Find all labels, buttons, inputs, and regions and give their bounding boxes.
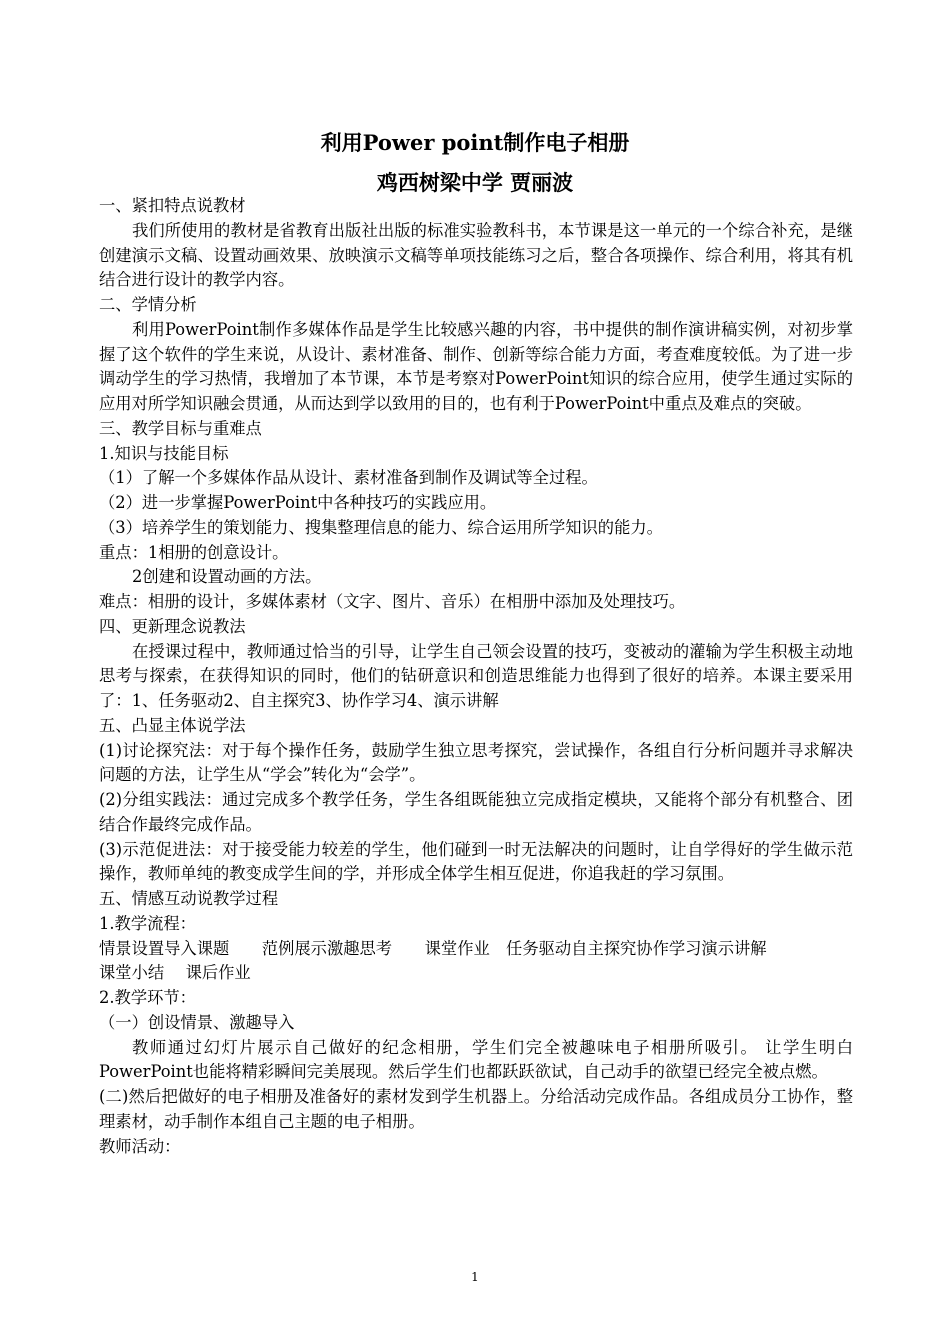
label: 教师活动： <box>99 1136 181 1156</box>
section-heading: 五、凸显主体说学法 <box>99 715 246 735</box>
list-item: (3)示范促进法：对于接受能力较差的学生，他们碰到一时无法解决的问题时，让自学得好的学生做示范操作，教师单纯的教变成学生间的学，并形成全体学生相互促进，你追我赶的学习氛围。 <box>99 839 853 884</box>
list-item: (2)分组实践法：通过完成多个教学任务，学生各组既能独立完成指定模块，又能将个部分有机整合、团结合作最终完成作品。 <box>99 790 853 834</box>
subheading: 2.教学环节： <box>99 988 196 1007</box>
subheading: 1.知识与技能目标 <box>99 443 229 463</box>
key-point: 2创建和设置动画的方法。 <box>132 567 322 587</box>
section-heading: 一、紧扣特点说教材 <box>99 196 246 215</box>
step-heading: （一）创设情景、激趣导入 <box>99 1012 295 1032</box>
paragraph: 教师通过幻灯片展示自己做好的纪念相册，学生们完全被趣味电子相册所吸引。 让学生明白PowerPoint也能将精彩瞬间完美展现。然后学生们也都跃跃欲试，自己动手的欲望已经完全被点燃。 <box>99 1037 853 1082</box>
document-title: 利用Power point制作电子相册 <box>320 130 630 155</box>
section-heading: 四、更新理念说教法 <box>99 616 246 636</box>
page-number: 1 <box>471 1270 479 1284</box>
flow-line: 情景设置导入课题 范例展示激趣思考 课堂作业 任务驱动自主探究协作学习演示讲解 <box>99 938 767 958</box>
section-heading: 三、教学目标与重难点 <box>99 418 262 438</box>
list-item: （3）培养学生的策划能力、搜集整理信息的能力、综合运用所学知识的能力。 <box>99 517 663 537</box>
paragraph: 在授课过程中，教师通过恰当的引导，让学生自己领会设置的技巧，变被动的灌输为学生积极主动地思考与探索，在获得知识的同时，他们的钻研意识和创造思维能力也得到了很好的培养。本课主要采用了：1、任务驱动2、自主探究3、协作学习4、演示讲解 <box>99 641 853 710</box>
document-author: 鸡西树梁中学 贾丽波 <box>376 170 574 195</box>
paragraph: 利用PowerPoint制作多媒体作品是学生比较感兴趣的内容，书中提供的制作演讲稿实例，对初步掌握了这个软件的学生来说，从设计、素材准备、制作、创新等综合能力方面，考查难度较低。为了进一步调动学生的学习热情，我增加了本节课，本节是考察对PowerPoint知识的综合应用，使学生通过实际的应用对所学知识融会贯通，从而达到学以致用的目的，也有利于PowerPoint中重点及难点的突破。 <box>99 319 853 413</box>
list-item: （2）进一步掌握PowerPoint中各种技巧的实践应用。 <box>99 493 497 512</box>
section-heading: 五、情感互动说教学过程 <box>99 889 279 908</box>
section-heading: 二、学情分析 <box>99 295 197 314</box>
difficulty-point: 难点：相册的设计，多媒体素材（文字、图片、音乐）在相册中添加及处理技巧。 <box>99 592 686 611</box>
paragraph: (二)然后把做好的电子相册及准备好的素材发到学生机器上。分给活动完成作品。各组成员分工协作，整理素材，动手制作本组自己主题的电子相册。 <box>99 1087 853 1131</box>
list-item: (1)讨论探究法：对于每个操作任务，鼓励学生独立思考探究，尝试操作，各组自行分析问题并寻求解决问题的方法，让学生从“学会”转化为“会学”。 <box>99 740 853 785</box>
key-point: 重点：1相册的创意设计。 <box>99 542 289 562</box>
document-body <box>99 194 853 1159</box>
list-item: （1）了解一个多媒体作品从设计、素材准备到制作及调试等全过程。 <box>99 468 598 488</box>
subheading: 1.教学流程： <box>99 913 196 933</box>
flow-line: 课堂小结 课后作业 <box>99 963 251 983</box>
paragraph: 我们所使用的教材是省教育出版社出版的标准实验教科书，本节课是这一单元的一个综合补充，是继创建演示文稿、设置动画效果、放映演示文稿等单项技能练习之后，整合各项操作、综合利用，将其有机结合进行设计的教学内容。 <box>99 220 853 290</box>
